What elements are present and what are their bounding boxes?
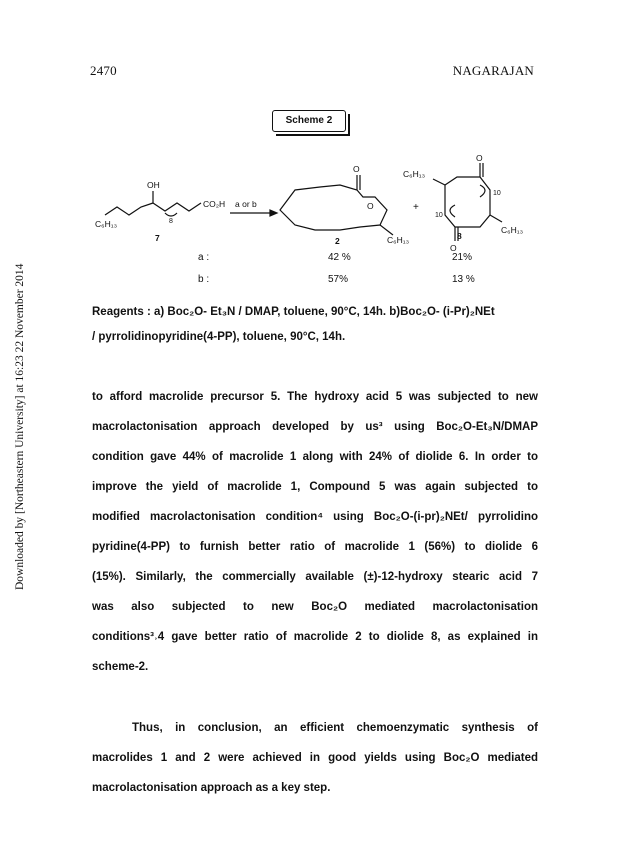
reaction-scheme <box>95 155 535 255</box>
compound-8-carbonyl-bottom: O <box>450 243 457 253</box>
compound-2-substituent: C₆H₁₃ <box>387 235 410 245</box>
compound-7-chain: C₆H₁₃ <box>95 219 118 229</box>
download-notice: Downloaded by [Northeastern University] at 16:23 22 November 2014 <box>14 263 26 590</box>
reagents-line: Reagents : a) Boc₂O- Et₃N / DMAP, toluene, 90°C, 14h. b)Boc₂O- (i-Pr)₂NEt <box>92 306 495 318</box>
text-line: modified macrolactonisation condition⁴ using Boc₂O-(i-pr)₂NEt/ pyrrolidino <box>92 511 538 523</box>
compound-7-label: 7 <box>155 233 160 243</box>
compound-2-ring-oxygen: O <box>367 201 374 211</box>
scheme-title: Scheme 2 <box>272 110 346 132</box>
compound-2-carbonyl: O <box>353 164 360 174</box>
compound-7-oh: OH <box>147 180 160 190</box>
text-line: was also subjected to new Boc₂O mediated macrolactonisation <box>92 601 538 613</box>
reagents-caption <box>92 304 540 345</box>
yield-b-compound-8: 13 % <box>452 274 475 285</box>
compound-7-co2h: CO₂H <box>203 199 226 209</box>
text-line: scheme-2. <box>92 661 149 673</box>
text-line: (15%). Similarly, the commercially available (±)-12-hydroxy stearic acid 7 <box>92 571 538 583</box>
text-line: Thus, in conclusion, an efficient chemoenzymatic synthesis of <box>132 722 538 734</box>
yield-a-compound-8: 21% <box>452 252 473 263</box>
paragraph-conclusion <box>92 713 538 803</box>
compound-8-carbonyl-top: O <box>476 155 483 163</box>
text-line: conditions³˒4 gave better ratio of macrolide 2 to diolide 8, as explained in <box>92 631 538 643</box>
yield-a-compound-2: 42 % <box>328 252 351 263</box>
compound-2-label: 2 <box>335 236 340 246</box>
compound-8-substituent-2: C₆H₁₃ <box>501 225 524 235</box>
reaction-conditions-label: a or b <box>235 199 257 209</box>
compound-8-substituent-1: C₆H₁₃ <box>403 169 426 179</box>
text-line: macrolides 1 and 2 were achieved in good yields using Boc₂O mediated <box>92 752 538 764</box>
condition-b: b : <box>198 274 210 285</box>
reagents-line: / pyrrolidinopyridine(4-PP), toluene, 90°C, 14h. <box>92 331 346 344</box>
compound-8-n1: 10 <box>493 190 501 197</box>
paragraph-results <box>92 382 538 682</box>
text-line: pyridine(4-PP) to furnish better ratio of macrolide 1 (56%) to diolide 6 <box>92 541 538 553</box>
text-line: to afford macrolide precursor 5. The hydroxy acid 5 was subjected to new <box>92 391 538 403</box>
compound-7-n: 8 <box>169 218 173 225</box>
text-line: macrolactonisation approach developed by us³ using Boc₂O-Et₃N/DMAP <box>92 421 538 433</box>
yield-b-compound-2: 57% <box>328 274 349 285</box>
running-head: NAGARAJAN <box>452 63 534 78</box>
text-line: macrolactonisation approach as a key step. <box>92 782 331 794</box>
compound-8-label: 8 <box>457 231 462 241</box>
compound-8-n2: 10 <box>435 212 443 219</box>
text-line: condition gave 44% of macrolide 1 along with 24% of diolide 6. In order to <box>92 451 538 463</box>
plus-sign: + <box>413 202 419 213</box>
text-line: improve the yield of macrolide 1, Compound 5 was again subjected to <box>92 481 538 493</box>
page-number: 2470 <box>90 63 117 78</box>
condition-a: a : <box>198 252 210 263</box>
